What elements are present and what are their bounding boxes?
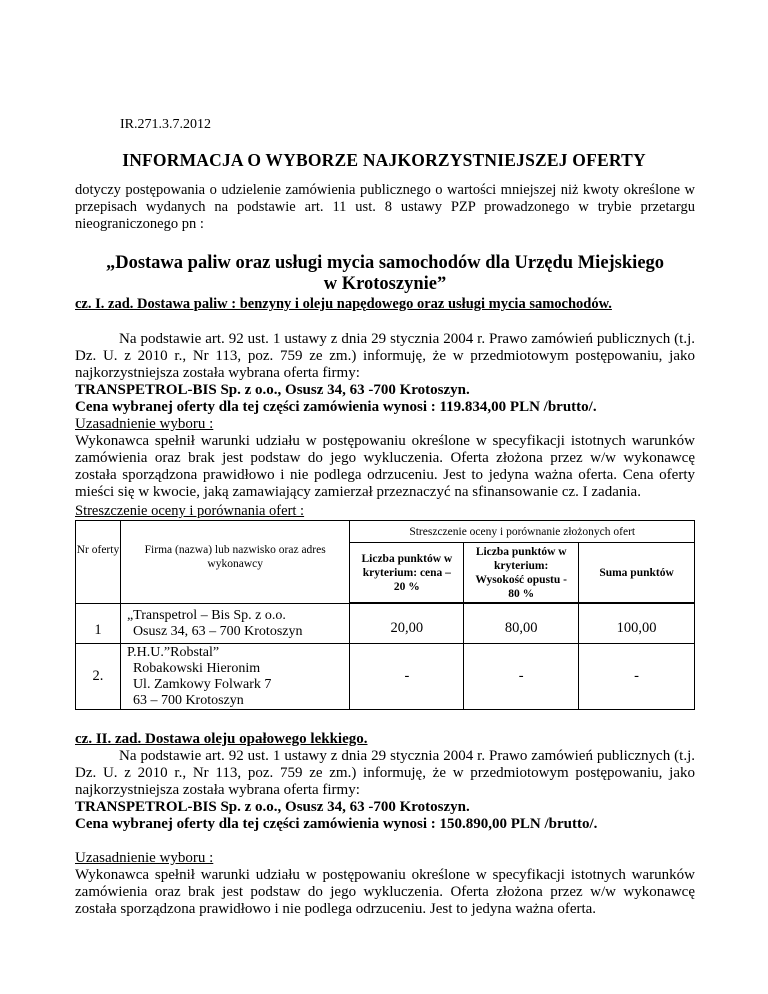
row1-nr: 1 [76, 604, 121, 644]
row1-firm-line2: Osusz 34, 63 – 700 Krotoszyn [132, 624, 303, 639]
part2-legal-basis: Na podstawie art. 92 ust. 1 ustawy z dnia 29 stycznia 2004 r. Prawo zamówień publicznych (t.j. Dz. U. z 2010 r., Nr 113, poz. 759 ze zm.) informuję, że w przedmiotowym postępowaniu, jako najkorzystniejsza została wybrana oferta firmy: [75, 748, 695, 798]
row2-firm [120, 644, 350, 710]
procurement-subject [75, 253, 695, 295]
row1-price-points: 20,00 [350, 604, 464, 644]
part2-winner: TRANSPETROL-BIS Sp. z o.o., Osusz 34, 63 -700 Krotoszyn. [75, 799, 470, 815]
header-sum: Suma punktów [579, 543, 695, 603]
row1-firm-line1: „Transpetrol – Bis Sp. z o.o. [126, 608, 286, 623]
part1-legal-basis: Na podstawie art. 92 ust. 1 ustawy z dnia 29 stycznia 2004 r. Prawo zamówień publicznych (t.j. Dz. U. z 2010 r., Nr 113, poz. 759 ze zm.) informuję, że w przedmiotowym postępowaniu, jako najkorzystniejsza została wybrana oferta firmy: [75, 331, 695, 381]
scores-table [75, 520, 695, 710]
row2-price-points: - [350, 644, 464, 710]
row1-discount-points: 80,00 [464, 604, 579, 644]
part2-price: Cena wybranej oferty dla tej części zamówienia wynosi : 150.890,00 PLN /brutto/. [75, 816, 598, 832]
table-row [76, 644, 695, 710]
part1-justification-label: Uzasadnienie wyboru : [75, 416, 214, 432]
row2-firm-line2: Robakowski Hieronim [132, 660, 261, 676]
header-price-criterion: Liczba punktów w kryterium: cena – 20 % [350, 543, 464, 603]
part2-justification: Wykonawca spełnił warunki udziału w postępowaniu określone w specyfikacji istotnych warunków zamówienia oraz brak jest podstaw do jego wykluczenia. Oferta złożona przez w/w wykonawcę została sporządzona prawidłowo i nie podlega odrzuceniu. Jest to jedyna ważna oferta. [75, 867, 695, 917]
part1-body [75, 331, 695, 501]
row2-firm-line1: P.H.U.”Robstal” [126, 644, 220, 660]
part1-winner: TRANSPETROL-BIS Sp. z o.o., Osusz 34, 63 -700 Krotoszyn. [75, 382, 470, 398]
part2-body [75, 731, 695, 918]
row1-firm [120, 604, 350, 644]
row2-nr: 2. [76, 644, 121, 710]
header-discount-criterion: Liczba punktów w kryterium: Wysokość opustu - 80 % [464, 543, 579, 603]
row2-firm-line3: Ul. Zamkowy Folwark 7 [132, 676, 272, 692]
header-nr: Nr oferty [76, 521, 121, 604]
row1-sum: 100,00 [579, 604, 695, 644]
header-group: Streszczenie oceny i porównanie złożonych ofert [350, 521, 695, 543]
header-firm: Firma (nazwa) lub nazwisko oraz adres wykonawcy [120, 521, 350, 604]
subject-line-1: „Dostawa paliw oraz usługi mycia samochodów dla Urzędu Miejskiego [105, 253, 665, 273]
document-title: INFORMACJA O WYBORZE NAJKORZYSTNIEJSZEJ OFERTY [122, 150, 646, 170]
table-caption: Streszczenie oceny i porównania ofert : [75, 503, 305, 519]
part1-price: Cena wybranej oferty dla tej części zamówienia wynosi : 119.834,00 PLN /brutto/. [75, 399, 597, 415]
part1-heading: cz. I. zad. Dostawa paliw : benzyny i oleju napędowego oraz usługi mycia samochodów. [75, 296, 612, 312]
table-row [76, 604, 695, 644]
table-header-row [76, 521, 695, 543]
subject-line-2: w Krotoszynie” [323, 274, 447, 294]
part2-heading: cz. II. zad. Dostawa oleju opałowego lekkiego. [75, 731, 368, 747]
row2-discount-points: - [464, 644, 579, 710]
part2-justification-label: Uzasadnienie wyboru : [75, 850, 214, 866]
document-reference: IR.271.3.7.2012 [120, 117, 211, 132]
intro-paragraph: dotyczy postępowania o udzielenie zamówienia publicznego o wartości mniejszej niż kwoty określone w przepisach wydanych na podstawie art. 11 ust. 8 ustawy PZP prowadzonego w trybie przetargu nieograniczonego pn : [75, 182, 695, 232]
row2-sum: - [579, 644, 695, 710]
part1-justification: Wykonawca spełnił warunki udziału w postępowaniu określone w specyfikacji istotnych warunków zamówienia oraz brak jest podstaw do jego wykluczenia. Oferta złożona przez w/w wykonawcę została sporządzona prawidłowo i nie podlega odrzuceniu. Jest to jedyna ważna oferta. Cena oferty mieści się w kwocie, jaką zamawiający zamierzał przeznaczyć na sfinansowanie cz. I zadania. [75, 433, 695, 500]
spacer [75, 833, 695, 850]
row2-firm-line4: 63 – 700 Krotoszyn [132, 692, 244, 708]
